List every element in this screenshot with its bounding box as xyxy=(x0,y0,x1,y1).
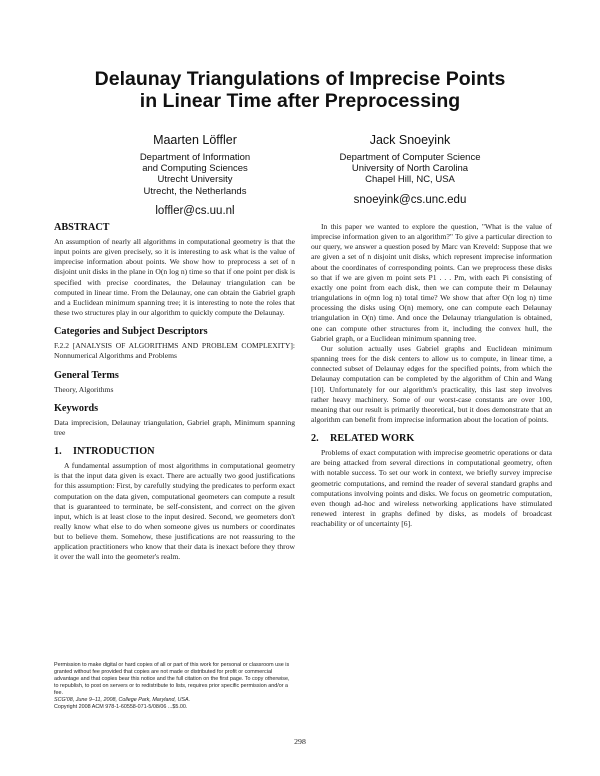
introduction-paragraph-1: A fundamental assumption of most algorithms in computational geometry is that the input data given is exact. There are actually two good justifications for this assumption: First, by carefully studying the predicates to perform exact computation on the data given, computational geometers can compute a result that is guaranteed to terminate, be self-consistent, and correct on the given input, which is at least close to the input desired. Second, we geometers don't really know what else to do when someone gives us numbers or coordinates but to believe them. Somehow, these justifications are not reassuring to the application practitioners who know that their data is inexact before they throw it over the wall into the geometer's realm. xyxy=(54,461,295,562)
author-affiliation-line: and Computing Sciences xyxy=(142,163,248,175)
author-affiliation-line: Department of Information xyxy=(139,152,251,163)
related-work-heading xyxy=(311,433,552,445)
section-title: INTRODUCTION xyxy=(73,446,155,458)
categories-text: F.2.2 [ANALYSIS OF ALGORITHMS AND PROBLEM COMPLEXITY]: Nonnumerical Algorithms and Problems xyxy=(54,341,295,361)
section-number: 2. xyxy=(311,433,319,445)
title-line-2: in Linear Time after Preprocessing xyxy=(139,90,461,112)
permission-text: Permission to make digital or hard copies of all or part of this work for personal or classroom use is granted without fee provided that copies are not made or distributed for profit or commercial advantage and that copies bear this notice and the full citation on the first page. To copy otherwise, to republish, to post on servers or to redistribute to lists, requires prior specific permission and/or a fee. xyxy=(54,662,290,696)
abstract-text: An assumption of nearly all algorithms in computational geometry is that the input points are given precisely, so it is interesting to ask what is the value of imprecise information about points. We show how to preprocess a set of n disjoint unit disks in the plane in O(n log n) time so that if one point per disk is specified with precise coordinates, the Delaunay triangulation can be computed in linear time. From the Delaunay, one can obtain the Gabriel graph and a Euclidean minimum spanning tree; it is interesting to note the roles that these two structures play in our algorithm to quickly compute the Delaunay. xyxy=(54,237,295,318)
related-work-paragraph-1: Problems of exact computation with imprecise geometric operations or data are being attacked from several directions in computational geometry, often with notable success. To set our work in context, we briefly survey imprecise geometric computations, and remind the reader of several standard graphs and computations involving points and disks. We focus on geometric computation, even though ad-hoc and wireless networking applications have stimulated renewed interest in graphs defined by disks, as models of broadcast reachability or of uncertainty [6]. xyxy=(311,448,552,529)
author-affiliation-line: Utrecht, the Netherlands xyxy=(143,185,247,197)
section-title: RELATED WORK xyxy=(330,433,415,445)
copyright-footnote xyxy=(54,662,295,711)
author-email: loffler@cs.uu.nl xyxy=(155,204,235,217)
keywords-text: Data imprecision, Delaunay triangulation, Gabriel graph, Minimum spanning tree xyxy=(54,417,295,437)
author-name: Maarten Löffler xyxy=(153,133,237,147)
left-column xyxy=(54,222,295,563)
right-column xyxy=(311,222,552,529)
title-line-1: Delaunay Triangulations of Imprecise Points xyxy=(94,68,506,90)
author-block-2 xyxy=(280,132,540,207)
abstract-heading: ABSTRACT xyxy=(54,222,110,233)
author-affiliation-line: University of North Carolina xyxy=(351,163,469,175)
introduction-paragraph-3: Our solution actually uses Gabriel graphs and Euclidean minimum spanning trees for the disk centers to allow us to compute, in linear time, a connected subset of Delaunay edges for the specified points, from which the Delaunay computation can be completed by the algorithm of Chin and Wang [10]. Unfortunately for our algorithm's practicality, this last step involves rather heavy machinery. Some of our worst-case constants are over 100, meaning that our result is primarily theoretical, but it does demonstrate that an algorithm can benefit from imprecise information about the location of points. xyxy=(311,343,552,424)
venue-text: SCG'08, June 9–11, 2008, College Park, Maryland, USA. xyxy=(54,697,191,703)
author-affiliation-line: Department of Computer Science xyxy=(339,152,481,163)
introduction-heading xyxy=(54,446,295,458)
paper-title xyxy=(0,68,600,112)
author-email: snoeyink@cs.unc.edu xyxy=(353,193,467,206)
section-number: 1. xyxy=(54,446,62,458)
categories-heading: Categories and Subject Descriptors xyxy=(54,326,208,338)
introduction-paragraph-2: In this paper we wanted to explore the question, "What is the value of imprecise information given to an algorithm?" To give a particular direction to our query, we answer a question posed by Marc van Kreveld: Suppose that we are given a set of n disjoint unit disks, which represent imprecise information about the coordinates of corresponding points. Can we preprocess these disks so that if we are given m point sets P1 . . . Pm, with each Pi consisting of exactly one point from each disk, then we can compute their m Delaunay triangulations in o(mn log n) total time? We show that after O(n log n) time processing the disks using O(n) memory, one can compute each Delaunay triangulation in O(n) time. And once the Delaunay triangulation is obtained, one can compute other structures from it, including the convex hull, the Gabriel graph, or a Euclidean minimum spanning tree. xyxy=(311,222,552,343)
author-affiliation-line: Utrecht University xyxy=(157,174,233,186)
keywords-heading: Keywords xyxy=(54,402,99,414)
page-number: 298 xyxy=(294,737,306,746)
copyright-text: Copyright 2008 ACM 978-1-60558-071-5/08/06 ...$5.00. xyxy=(54,704,188,710)
author-name: Jack Snoeyink xyxy=(369,133,451,147)
author-affiliation-line: Chapel Hill, NC, USA xyxy=(365,174,455,186)
general-terms-heading: General Terms xyxy=(54,369,119,381)
general-terms-text: Theory, Algorithms xyxy=(54,384,114,394)
